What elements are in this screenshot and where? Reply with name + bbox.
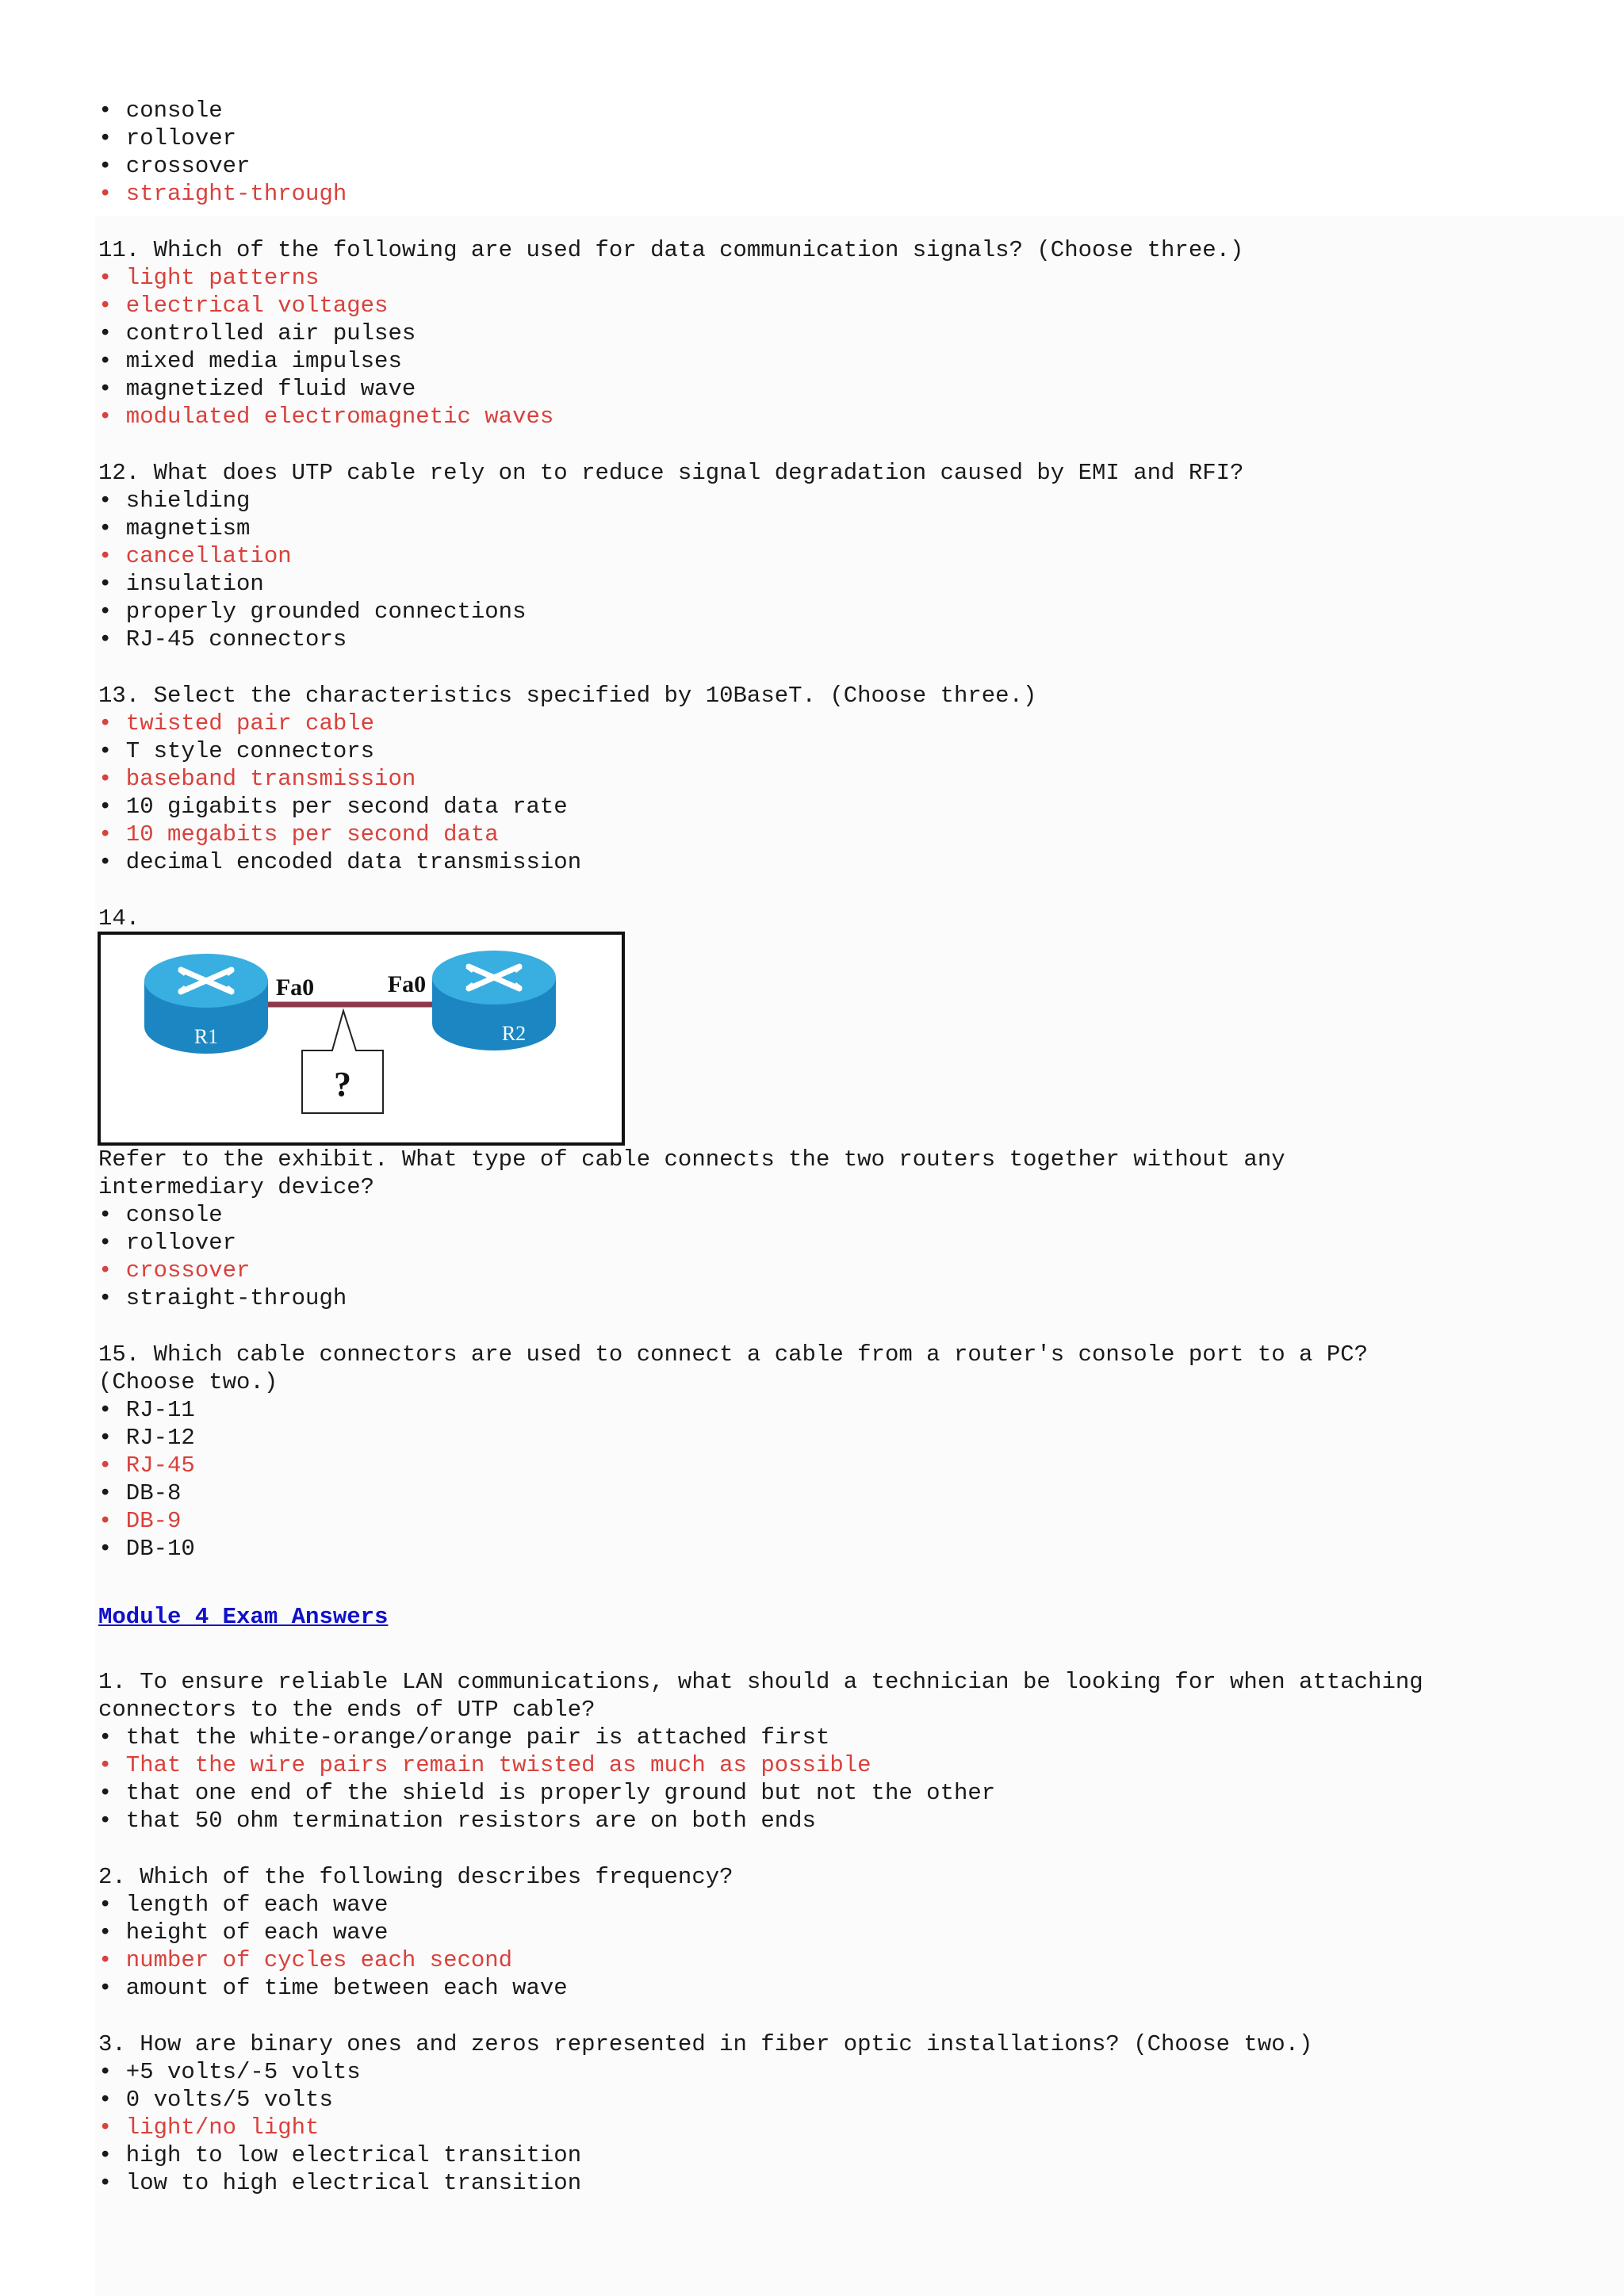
correct-answer-option: • light patterns: [98, 265, 320, 291]
answer-option: • RJ-11: [98, 1397, 195, 1423]
correct-answer-option: • crossover: [98, 1257, 251, 1284]
question-text: 12. What does UTP cable rely on to reduce signal degradation caused by EMI and RFI?: [98, 460, 1244, 486]
correct-answer-option: • electrical voltages: [98, 293, 389, 319]
answer-option: • low to high electrical transition: [98, 2170, 582, 2196]
question-text: 15. Which cable connectors are used to connect a cable from a router's console port to a PC?: [98, 1341, 1369, 1368]
answer-option: • that one end of the shield is properly ground but not the other: [98, 1780, 996, 1806]
module4-question-3: [98, 2030, 1584, 2197]
correct-answer-option: • light/no light: [98, 2114, 320, 2141]
module4-question-2: [98, 1863, 1584, 2002]
question-text: Refer to the exhibit. What type of cable connects the two routers together without any: [98, 1146, 1285, 1173]
answer-option: • 0 volts/5 volts: [98, 2087, 333, 2113]
question-text: 11. Which of the following are used for data communication signals? (Choose three.): [98, 237, 1244, 263]
answer-option: • DB-10: [98, 1536, 195, 1562]
correct-answer-option: • DB-9: [98, 1508, 182, 1534]
correct-answer-option: • 10 megabits per second data: [98, 821, 499, 848]
answer-option: • T style connectors: [98, 738, 375, 764]
answer-option: • 10 gigabits per second data rate: [98, 794, 568, 820]
answer-option: • that 50 ohm termination resistors are on both ends: [98, 1808, 816, 1834]
question-13: [98, 682, 1584, 876]
answer-option: • straight-through: [98, 1285, 347, 1311]
answer-option: • rollover: [98, 125, 237, 151]
q10-answer-list: [98, 97, 1584, 208]
callout-question-mark: ?: [334, 1065, 351, 1104]
question-text: 14.: [98, 905, 140, 932]
answer-option: • crossover: [98, 153, 251, 179]
question-14-number: [98, 905, 1584, 932]
question-text-continued: intermediary device?: [98, 1174, 375, 1200]
answer-option: • magnetism: [98, 515, 251, 541]
question-11: [98, 236, 1584, 430]
answer-option: • console: [98, 1202, 223, 1228]
router-r2-icon: [432, 951, 556, 1050]
answer-option: • RJ-12: [98, 1425, 195, 1451]
correct-answer-option: • cancellation: [98, 543, 292, 569]
router-r2-label: R2: [501, 1022, 527, 1045]
question-text-continued: (Choose two.): [98, 1369, 278, 1395]
correct-answer-option: • That the wire pairs remain twisted as much as possible: [98, 1752, 871, 1778]
correct-answer-option: • baseband transmission: [98, 766, 416, 792]
correct-answer-option: • modulated electromagnetic waves: [98, 404, 554, 430]
question-12: [98, 459, 1584, 653]
answer-option: • amount of time between each wave: [98, 1975, 568, 2001]
question-text: 3. How are binary ones and zeros represented in fiber optic installations? (Choose two.): [98, 2031, 1313, 2057]
answer-option: • length of each wave: [98, 1892, 389, 1918]
answer-option: • magnetized fluid wave: [98, 376, 416, 402]
question-text: 1. To ensure reliable LAN communications, what should a technician be looking for when attaching: [98, 1669, 1423, 1695]
answer-option: • properly grounded connections: [98, 599, 527, 625]
answer-option: • decimal encoded data transmission: [98, 849, 582, 875]
answer-option: • high to low electrical transition: [98, 2142, 582, 2168]
router-exhibit-diagram: [101, 935, 622, 1142]
correct-answer-option: • RJ-45: [98, 1452, 195, 1479]
question-text: 13. Select the characteristics specified by 10BaseT. (Choose three.): [98, 683, 1037, 709]
port-label-r1: Fa0: [275, 974, 315, 1001]
answer-option: • DB-8: [98, 1480, 182, 1506]
correct-answer-option: • number of cycles each second: [98, 1947, 513, 1973]
correct-answer-option: • twisted pair cable: [98, 710, 375, 737]
answer-option: • +5 volts/-5 volts: [98, 2059, 361, 2085]
router-r1-label: R1: [193, 1025, 219, 1048]
answer-option: • rollover: [98, 1230, 237, 1256]
question-14: [98, 1146, 1584, 1312]
module-4-heading-link[interactable]: Module 4 Exam Answers: [98, 1604, 389, 1630]
answer-option: • controlled air pulses: [98, 320, 416, 346]
answer-option: • that the white-orange/orange pair is attached first: [98, 1724, 830, 1751]
port-label-r2: Fa0: [387, 971, 427, 997]
answer-option: • shielding: [98, 488, 251, 514]
question-text: 2. Which of the following describes frequency?: [98, 1864, 733, 1890]
correct-answer-option: • straight-through: [98, 181, 347, 207]
answer-option: • console: [98, 98, 223, 124]
answer-option: • mixed media impulses: [98, 348, 402, 374]
answer-option: • insulation: [98, 571, 264, 597]
answer-option: • RJ-45 connectors: [98, 626, 347, 652]
question-text-continued: connectors to the ends of UTP cable?: [98, 1697, 596, 1723]
router-exhibit: [98, 932, 625, 1146]
module4-question-1: [98, 1668, 1584, 1835]
question-15: [98, 1341, 1584, 1563]
answer-option: • height of each wave: [98, 1919, 389, 1946]
